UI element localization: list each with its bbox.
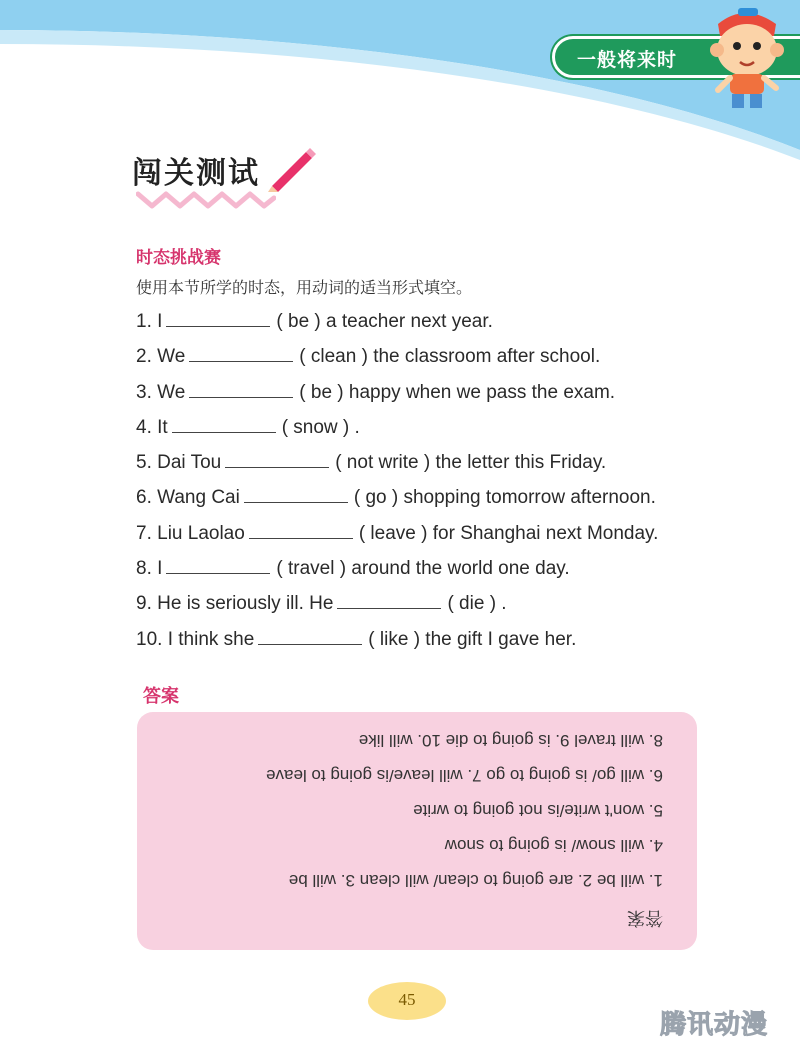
exercise-instruction: 使用本节所学的时态，用动词的适当形式填空。 [136, 278, 473, 297]
answer-line: 5. won't write/is not going to write [413, 801, 663, 820]
question-rest: ( snow ) . [281, 416, 360, 438]
section-title: 闯关测试 [132, 156, 260, 191]
question-rest: ( die ) . [447, 593, 507, 615]
question-item [136, 308, 736, 343]
question-prompt: 10. I think she [136, 628, 255, 650]
answer-blank [189, 380, 293, 398]
question-prompt: 4. It [136, 416, 168, 438]
answer-blank [166, 556, 270, 574]
answer-blank [166, 309, 270, 327]
question-prompt: 8. I [136, 558, 163, 580]
answer-line: 6. will go/ is going to go 7. will leave/is going to leave [266, 766, 663, 785]
page-number: 45 [398, 990, 416, 1009]
header-sky-band [0, 0, 800, 160]
answer-box-label: 答案 [627, 907, 663, 928]
question-item [136, 484, 736, 519]
question-item [136, 414, 736, 449]
question-item [136, 555, 736, 590]
question-prompt: 5. Dai Tou [136, 452, 222, 474]
mascot-boy-icon [690, 4, 800, 114]
answer-blank [337, 591, 441, 609]
answer-box [137, 712, 697, 950]
question-prompt: 2. We [136, 346, 186, 368]
zigzag-decoration [136, 188, 276, 212]
question-item [136, 449, 736, 484]
question-prompt: 9. He is seriously ill. He [136, 593, 334, 615]
question-item [136, 626, 736, 661]
question-prompt: 3. We [136, 381, 186, 403]
question-rest: ( not write ) the letter this Friday. [335, 452, 607, 474]
question-rest: ( be ) a teacher next year. [276, 311, 493, 332]
question-prompt: 6. Wang Cai [136, 487, 240, 509]
watermark: 腾讯动漫 [660, 1010, 769, 1040]
question-rest: ( go ) shopping tomorrow afternoon. [353, 487, 656, 509]
chapter-tag-text: 一般将来时 [577, 49, 678, 71]
answer-line: 4. will snow/ is going to snow [444, 836, 663, 855]
question-prompt: 1. I [136, 311, 163, 332]
answer-line: 1. will be 2. are going to clean/ will clean 3. will be [288, 871, 663, 890]
pencil-icon [262, 146, 318, 192]
exercise-subheading: 时态挑战赛 [136, 248, 221, 268]
answer-line: 8. will travel 9. is going to die 10. will like [358, 731, 663, 750]
question-rest: ( leave ) for Shanghai next Monday. [358, 522, 659, 544]
question-list [136, 308, 736, 661]
question-rest: ( be ) happy when we pass the exam. [299, 381, 616, 403]
answer-blank [172, 415, 276, 433]
question-rest: ( like ) the gift I gave her. [368, 628, 577, 650]
question-rest: ( travel ) around the world one day. [276, 558, 570, 580]
question-prompt: 7. Liu Laolao [136, 522, 245, 544]
answer-blank [189, 344, 293, 362]
question-item [136, 520, 736, 555]
answer-heading: 答案 [143, 686, 179, 707]
answer-blank [258, 627, 362, 645]
answer-blank [244, 485, 348, 503]
question-rest: ( clean ) the classroom after school. [299, 346, 601, 368]
question-item [136, 590, 736, 625]
question-item [136, 379, 736, 414]
answer-box-upside-down [137, 712, 697, 950]
question-item [136, 343, 736, 378]
answer-blank [225, 450, 329, 468]
answer-blank [249, 521, 353, 539]
